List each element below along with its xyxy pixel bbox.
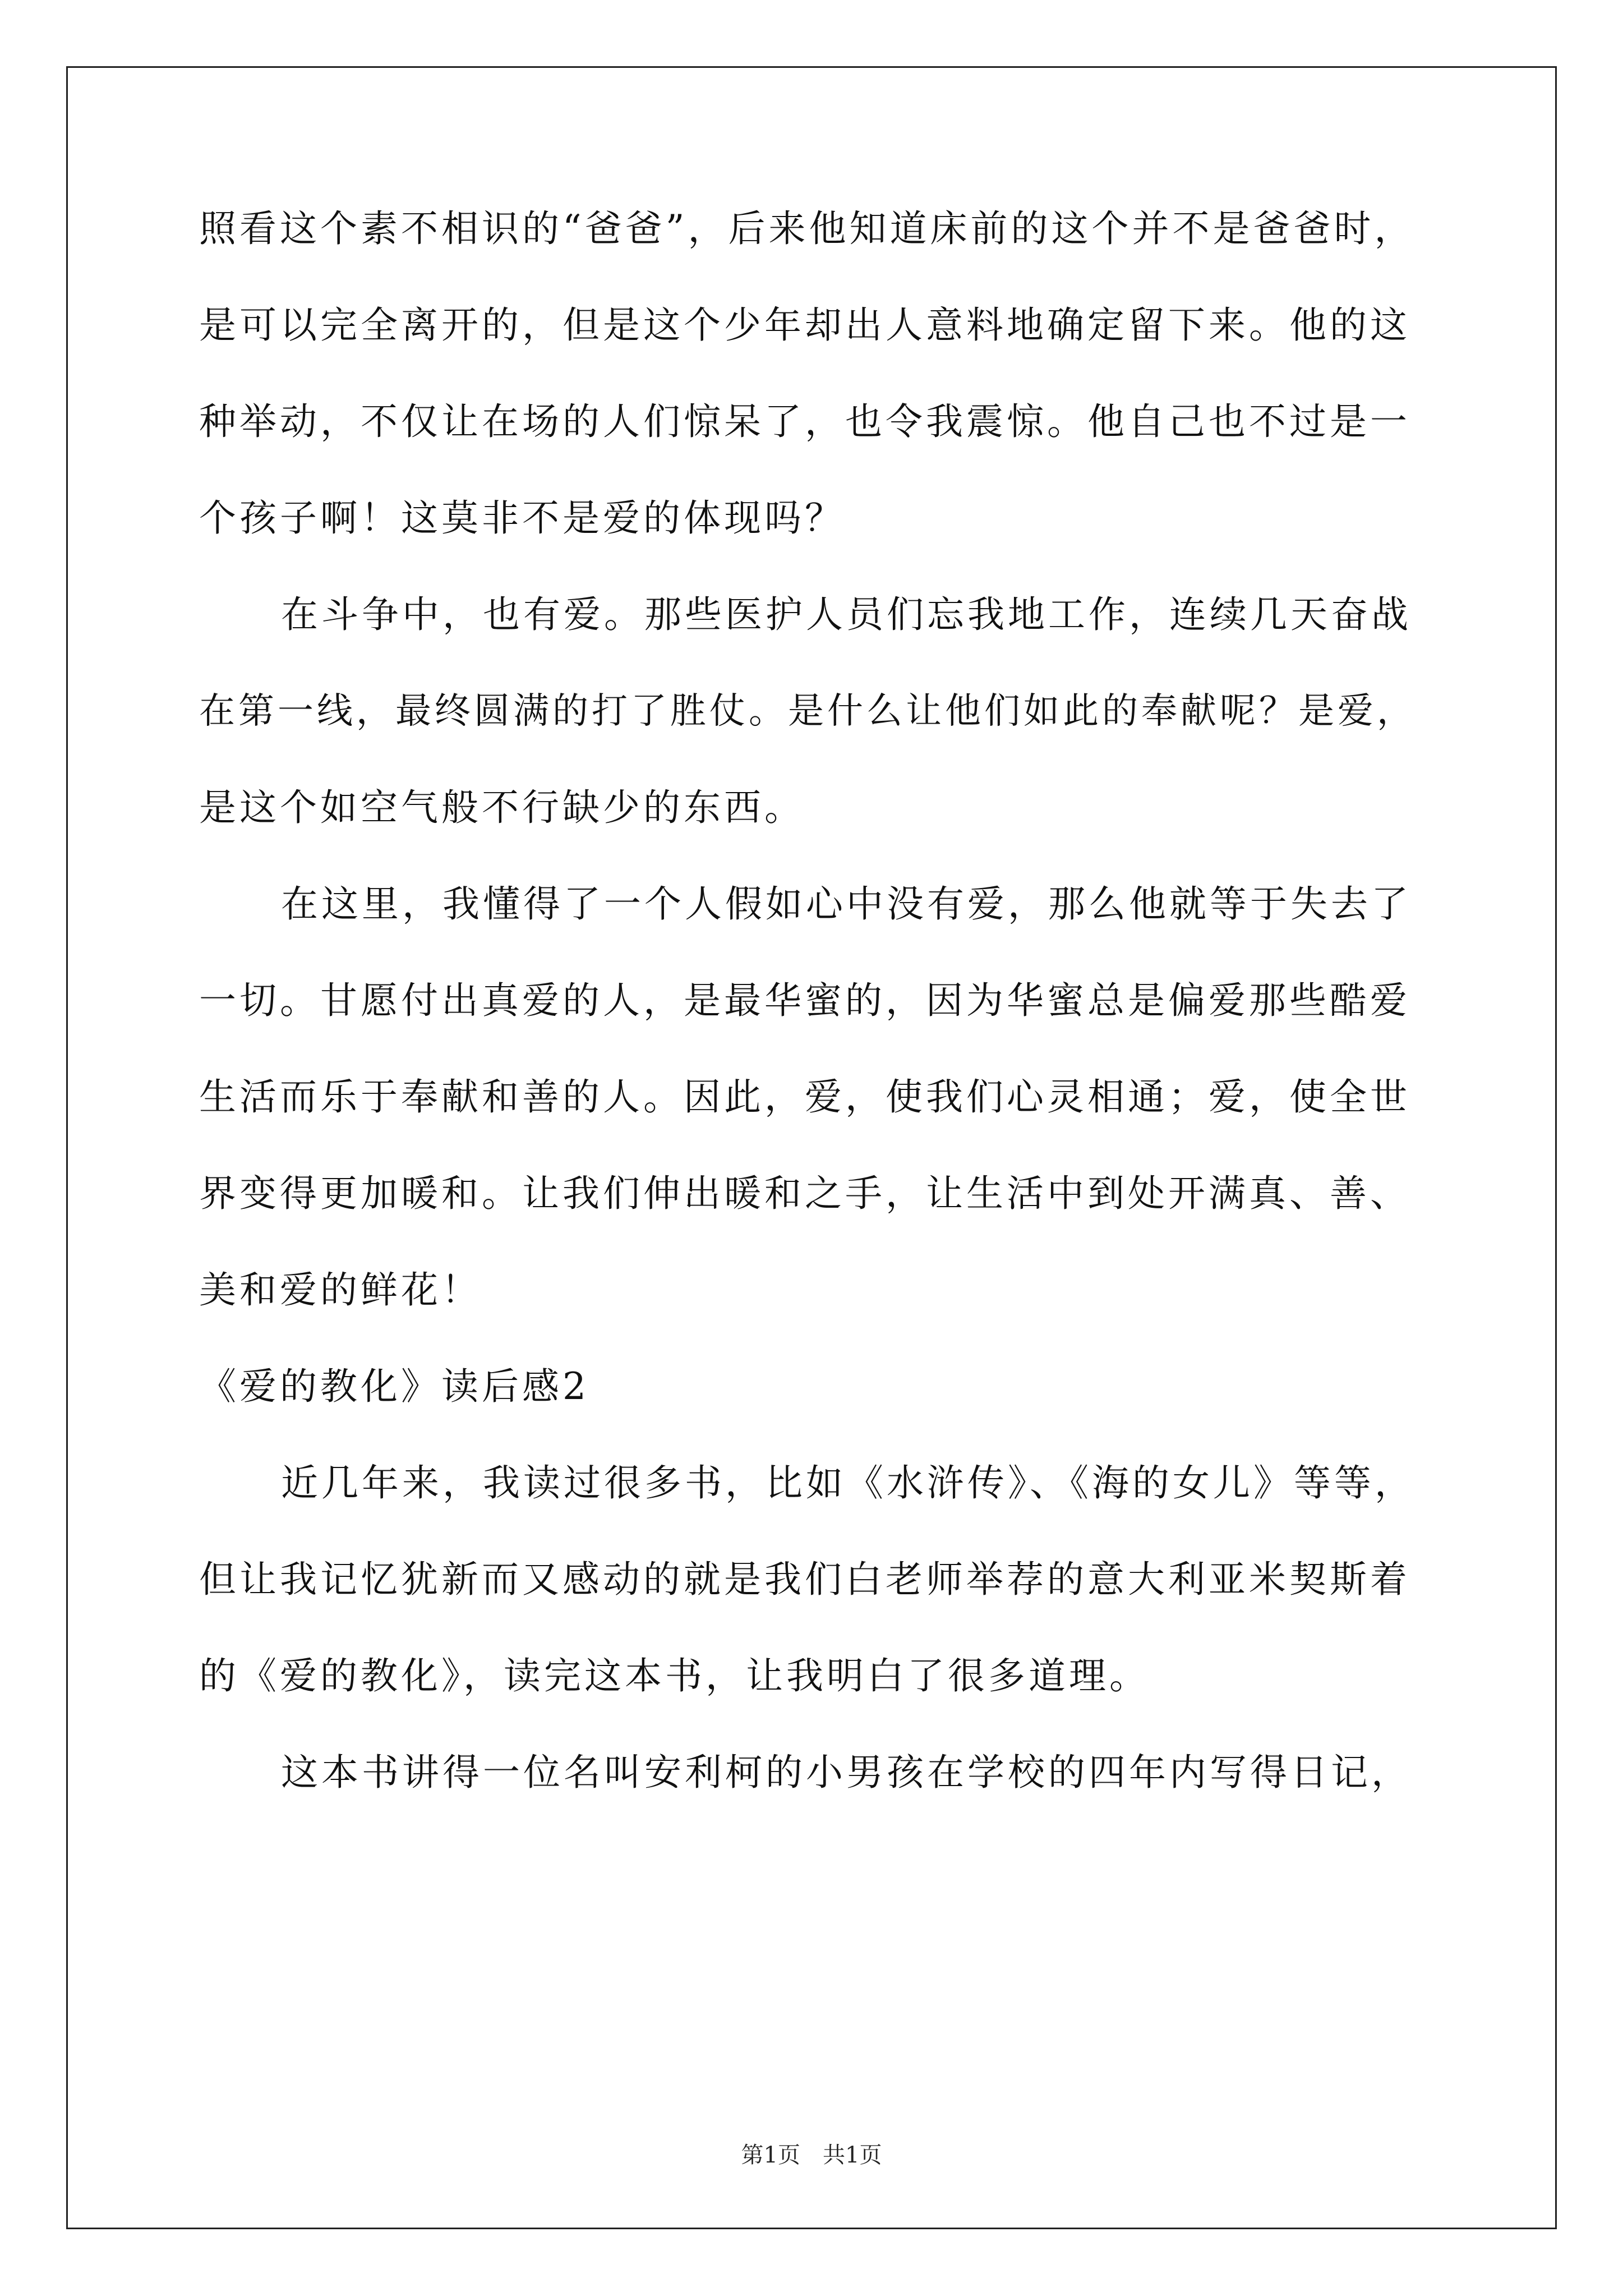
- page-number: 第1页: [741, 2142, 800, 2168]
- paragraph-line: 在这里，我懂得了一个人假如心中没有爱，那么他就等于失去了: [281, 882, 1412, 926]
- paragraph-line: 这本书讲得一位名叫安利柯的小男孩在学校的四年内写得日记，: [281, 1751, 1412, 1794]
- paragraph-line: 个孩子啊！这莫非不是爱的体现吗？: [199, 496, 845, 540]
- paragraph-line: 的《爱的教化》，读完这本书，让我明白了很多道理。: [199, 1654, 1150, 1697]
- paragraph-line: 在斗争中，也有爱。那些医护人员们忘我地工作，连续几天奋战: [281, 593, 1412, 636]
- page-border: [66, 66, 1557, 2229]
- paragraph-line: 是可以完全离开的，但是这个少年却出人意料地确定留下来。他的这: [199, 303, 1410, 347]
- paragraph-line: 照看这个素不相识的“爸爸”，后来他知道床前的这个并不是爸爸时，: [199, 207, 1415, 250]
- page-total: 共1页: [823, 2142, 882, 2168]
- paragraph-line: 生活而乐于奉献和善的人。因此，爱，使我们心灵相通；爱，使全世: [199, 1075, 1410, 1119]
- paragraph-line: 界变得更加暖和。让我们伸出暖和之手，让生活中到处开满真、善、: [199, 1172, 1410, 1215]
- paragraph-line: 但让我记忆犹新而又感动的就是我们白老师举荐的意大利亚米契斯着: [199, 1558, 1410, 1601]
- section-heading: 《爱的教化》读后感2: [199, 1365, 589, 1408]
- paragraph-line: 近几年来，我读过很多书，比如《水浒传》、《海的女儿》等等，: [281, 1461, 1415, 1504]
- page-footer: [0, 2144, 1623, 2166]
- paragraph-line: 在第一线，最终圆满的打了胜仗。是什么让他们如此的奉献呢？是爱，: [199, 691, 1416, 732]
- paragraph-line: 是这个如空气般不行缺少的东西。: [199, 786, 805, 829]
- paragraph-line: 种举动，不仅让在场的人们惊呆了，也令我震惊。他自己也不过是一: [199, 400, 1410, 443]
- paragraph-line: 美和爱的鲜花！: [199, 1268, 482, 1312]
- paragraph-line: 一切。甘愿付出真爱的人，是最华蜜的，因为华蜜总是偏爱那些酷爱: [199, 979, 1410, 1022]
